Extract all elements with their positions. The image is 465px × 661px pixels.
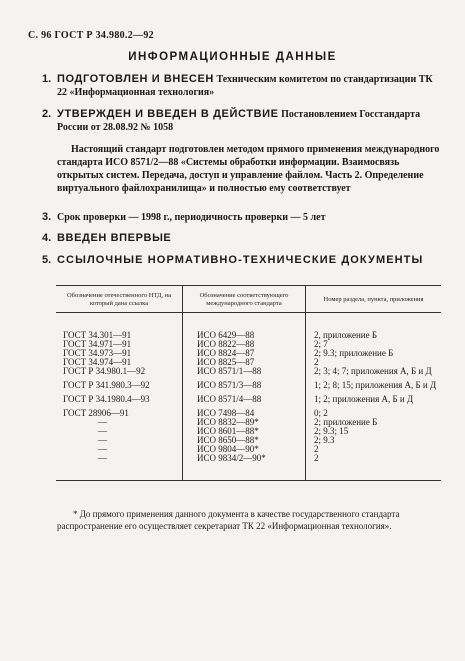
cell-national: ГОСТ 34.973—91: [56, 349, 183, 358]
table-row: [56, 367, 441, 376]
item-number: 1.: [42, 73, 52, 85]
cell-national: ГОСТ 34.974—91: [56, 358, 183, 367]
cell-iso: ИСО 9834/2—90*: [183, 454, 306, 481]
cell-national: ГОСТ Р 34.1980.4—93: [56, 390, 183, 404]
cell-national: —: [56, 445, 183, 454]
cell-section: 1; 2; приложения А, Б и Д: [314, 394, 414, 404]
item-1: [42, 73, 437, 99]
cell-iso: ИСО 8571/3—88: [183, 376, 306, 390]
cell-national: ГОСТ 34.971—91: [56, 340, 183, 349]
cell-iso: ИСО 8601—88*: [183, 427, 306, 436]
page-title: ИНФОРМАЦИОННЫЕ ДАННЫЕ: [128, 51, 337, 63]
item-text: Техническим комитетом по стандартизации ТК 22 «Информационная технология»: [57, 74, 433, 98]
cell-national: ГОСТ Р 34.980.1—92: [56, 367, 183, 376]
cell-national: —: [56, 418, 183, 427]
cell-section: 2, приложение Б: [314, 330, 378, 340]
item-heading: ВВЕДЕН ВПЕРВЫЕ: [57, 232, 172, 244]
cell-iso: ИСО 6429—88: [183, 331, 306, 340]
item-2: [42, 108, 437, 134]
column-header-national: Обозначение отечественного НТД, на который дана ссылка: [56, 286, 183, 313]
cell-iso: ИСО 8824—87: [183, 349, 306, 358]
cell-section: 2; приложение Б: [314, 417, 378, 427]
cell-national: ГОСТ Р 341.980.3—92: [56, 376, 183, 390]
table-row: [56, 404, 441, 418]
cell-section: 1; 2; 8; 15; приложения А, Б и Д: [314, 380, 437, 390]
cell-section: 2: [314, 357, 319, 367]
cell-national: —: [56, 454, 183, 481]
item-number: 3.: [42, 211, 52, 223]
table-row: [56, 376, 441, 390]
item-heading: УТВЕРЖДЕН И ВВЕДЕН В ДЕЙСТВИЕ: [57, 108, 279, 120]
table-header-row: [56, 286, 441, 313]
cell-iso: ИСО 8832—89*: [183, 418, 306, 427]
table-row: [56, 454, 441, 481]
cell-national: —: [56, 427, 183, 436]
item-5: [42, 254, 437, 267]
cell-iso: ИСО 7498—84: [183, 404, 306, 418]
column-header-iso: Обозначение соответствующего международного стандарта: [183, 286, 306, 313]
standard-paragraph: Настоящий стандарт подготовлен методом прямого применения международного стандарта ИСО 8571/2—88 «Системы обработки информации. Взаимосвязь открытых систем. Передача, доступ и управление файлом. Часть 2. Определение виртуального файлохранилища» и полностью ему соответствует: [57, 144, 440, 194]
cell-section: 2; 9.3; 15: [314, 426, 349, 436]
item-4: [42, 232, 437, 245]
cell-iso: ИСО 8822—88: [183, 340, 306, 349]
footnote: * До прямого применения данного документа в качестве государственного стандарта распространение его осуществляет секретариат ТК 22 «Информационная технология».: [57, 509, 400, 531]
cell-section: 2: [306, 454, 442, 481]
cell-national: —: [56, 436, 183, 445]
cell-section: 2; 9.3; приложение Б: [314, 348, 394, 358]
item-text: Срок проверки — 1998 г., периодичность проверки — 5 лет: [57, 212, 326, 223]
cell-iso: ИСО 8825—87: [183, 358, 306, 367]
column-header-section: Номер раздела, пункта, приложения: [306, 286, 442, 313]
item-3: [42, 211, 437, 224]
item-heading: ССЫЛОЧНЫЕ НОРМАТИВНО-ТЕХНИЧЕСКИЕ ДОКУМЕНТЫ: [57, 254, 424, 266]
cell-iso: ИСО 8571/4—88: [183, 390, 306, 404]
item-text: Постановлением Госстандарта России от 28.08.92 № 1058: [57, 109, 421, 133]
cell-national: ГОСТ 34.301—91: [56, 331, 183, 340]
cell-section: 0; 2: [314, 408, 328, 418]
cell-iso: ИСО 9804—90*: [183, 445, 306, 454]
cell-section: 2; 3; 4; 7; приложения А, Б и Д: [314, 366, 432, 376]
page-header: С. 96 ГОСТ Р 34.980.2—92: [28, 30, 154, 41]
table-row: [56, 390, 441, 404]
cell-section: 2; 9.3: [314, 435, 335, 445]
item-number: 4.: [42, 232, 52, 244]
cell-section: 2: [314, 444, 319, 454]
cell-national: ГОСТ 28906—91: [56, 404, 183, 418]
cell-iso: ИСО 8571/1—88: [183, 367, 306, 376]
table-spacer: [56, 313, 441, 332]
item-number: 2.: [42, 108, 52, 120]
item-number: 5.: [42, 254, 52, 266]
references-table: [56, 285, 441, 481]
cell-iso: ИСО 8650—88*: [183, 436, 306, 445]
item-heading: ПОДГОТОВЛЕН И ВНЕСЕН: [57, 73, 214, 85]
cell-section: 2; 7: [314, 339, 328, 349]
